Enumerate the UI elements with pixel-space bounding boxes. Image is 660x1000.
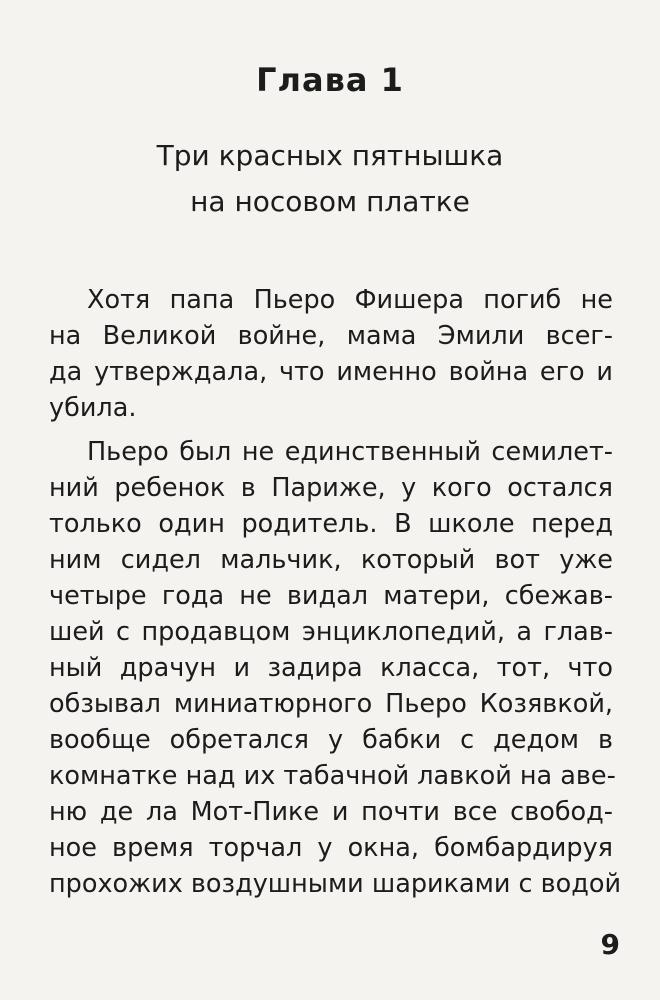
text-line: убила. (49, 393, 137, 423)
text-line: на Великой войне, мама Эмили всег- (49, 321, 613, 351)
text-line: Хотя папа Пьеро Фишера погиб не (87, 285, 613, 315)
text-line: Пьеро был не единственный семилет- (87, 437, 613, 467)
text-line: шей с продавцом энциклопедий, а глав- (49, 617, 613, 647)
text-line: ное время торчал у окна, бомбардируя (49, 833, 613, 863)
text-line: да утверждала, что именно война его и (49, 357, 613, 387)
chapter-title: Глава 1 (256, 61, 404, 99)
body-text (49, 282, 622, 902)
text-line: ний ребенок в Париже, у кого остался (49, 473, 613, 503)
chapter-subtitle-line: Три красных пятнышка (156, 139, 504, 172)
text-line: вообще обретался у бабки с дедом в (49, 725, 613, 755)
text-line: прохожих воздушными шариками с водой (49, 869, 622, 899)
text-line: ный драчун и задира класса, тот, что (49, 653, 613, 683)
text-line: ним сидел мальчик, который вот уже (49, 545, 613, 575)
chapter-subtitle (0, 133, 660, 225)
chapter-subtitle-line: на носовом платке (190, 185, 470, 218)
text-line: обзывал миниатюрного Пьеро Козявкой, (49, 689, 613, 719)
page-number: 9 (600, 928, 620, 961)
text-line: четыре года не видал матери, сбежав- (49, 581, 613, 611)
text-line: комнатке над их табачной лавкой на аве- (49, 761, 616, 791)
text-line: только один родитель. В школе перед (49, 509, 613, 539)
text-line: ню де ла Мот-Пике и почти все свобод- (49, 797, 613, 827)
